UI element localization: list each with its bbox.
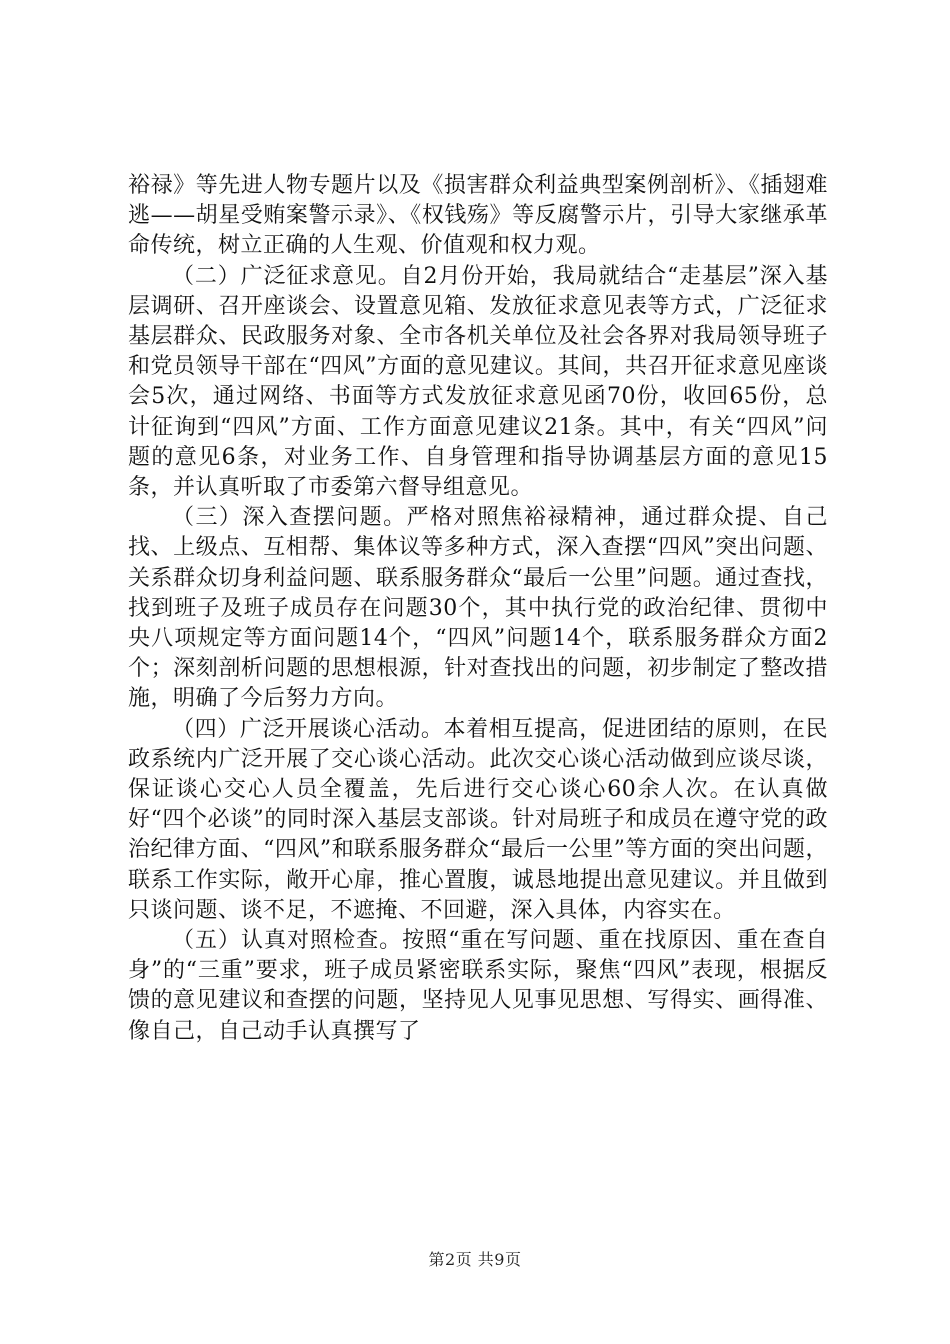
paragraph-self-examination: （五）认真对照检查。按照“重在写问题、重在找原因、重在查自身”的“三重”要求，班子成员紧密联系实际，聚焦“四风”表现，根据反馈的意见建议和查摆的问题，坚持见人见事见思想、写得实、画得准、像自己，自己动手认真撰写了 [128,928,828,1044]
paragraph-identify-problems: （三）深入查摆问题。严格对照焦裕禄精神，通过群众提、自己找、上级点、互相帮、集体议等多种方式，深入查摆“四风”突出问题、关系群众切身利益问题、联系服务群众“最后一公里”问题。通过查找，找到班子及班子成员存在问题30个，其中执行党的政治纪律、贯彻中央八项规定等方面问题14个，“四风”问题14个，联系服务群众方面2个；深刻剖析问题的思想根源，针对查找出的问题，初步制定了整改措施，明确了今后努力方向。 [128,505,828,712]
paragraph-heart-to-heart-talks: （四）广泛开展谈心活动。本着相互提高，促进团结的原则，在民政系统内广泛开展了交心谈心活动。此次交心谈心活动做到应谈尽谈，保证谈心交心人员全覆盖，先后进行交心谈心60余人次。在认真做好“四个必谈”的同时深入基层支部谈。针对局班子和成员在遵守党的政治纪律方面、“四风”和联系服务群众“最后一公里”等方面的突出问题，联系工作实际，敞开心扉，推心置腹，诚恳地提出意见建议。并且做到只谈问题、谈不足，不遮掩、不回避，深入具体，内容实在。 [128,716,828,923]
paragraph-continuation: 裕禄》等先进人物专题片以及《损害群众利益典型案例剖析》、《插翅难逃——胡星受贿案警示录》、《权钱殇》等反腐警示片，引导大家继承革命传统，树立正确的人生观、价值观和权力观。 [128,173,828,259]
document-body [128,171,828,1047]
page-number-footer: 第2页 共9页 [428,1250,522,1269]
paragraph-solicit-opinions: （二）广泛征求意见。自2月份开始，我局就结合“走基层”深入基层调研、召开座谈会、设置意见箱、发放征求意见表等方式，广泛征求基层群众、民政服务对象、全市各机关单位及社会各界对我局领导班子和党员领导干部在“四风”方面的意见建议。其间，共召开征求意见座谈会5次，通过网络、书面等方式发放征求意见函70份，收回65份，总计征询到“四风”方面、工作方面意见建议21条。其中，有关“四风”问题的意见6条，对业务工作、自身管理和指导协调基层方面的意见15条，并认真听取了市委第六督导组意见。 [128,263,828,501]
